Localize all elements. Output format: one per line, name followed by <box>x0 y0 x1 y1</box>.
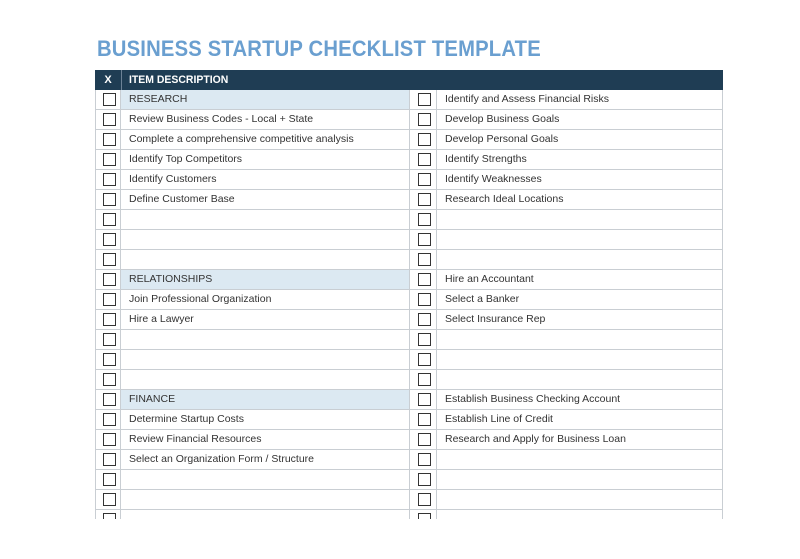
checkbox-cell <box>95 370 121 389</box>
item-text: Research and Apply for Business Loan <box>445 433 626 445</box>
section-heading <box>121 270 409 289</box>
checkbox[interactable] <box>418 273 431 286</box>
checkbox-cell <box>95 450 121 469</box>
checkbox-cell <box>95 90 121 109</box>
item-description <box>121 430 409 449</box>
table-row <box>95 150 723 170</box>
checkbox-cell <box>95 490 121 509</box>
item-description <box>121 310 409 329</box>
header-x: X <box>95 70 122 90</box>
checkbox[interactable] <box>418 373 431 386</box>
item-description <box>121 210 409 229</box>
checkbox[interactable] <box>103 93 116 106</box>
checkbox[interactable] <box>103 313 116 326</box>
checkbox[interactable] <box>418 113 431 126</box>
checkbox-cell <box>409 170 437 189</box>
item-text: Identify Strengths <box>445 153 527 165</box>
checkbox[interactable] <box>418 473 431 486</box>
item-text: FINANCE <box>129 393 176 405</box>
table-row <box>95 350 723 370</box>
checkbox[interactable] <box>418 93 431 106</box>
checkbox[interactable] <box>103 113 116 126</box>
checkbox-cell <box>409 90 437 109</box>
checkbox[interactable] <box>103 233 116 246</box>
checkbox-cell <box>95 350 121 369</box>
checkbox-cell <box>95 430 121 449</box>
item-description <box>437 250 723 269</box>
checkbox[interactable] <box>103 333 116 346</box>
checkbox-cell <box>409 410 437 429</box>
checkbox-cell <box>95 150 121 169</box>
table-row <box>95 410 723 430</box>
item-description <box>437 230 723 249</box>
item-text: Identify Weaknesses <box>445 173 542 185</box>
item-description <box>437 470 723 489</box>
item-description <box>121 190 409 209</box>
checkbox[interactable] <box>418 193 431 206</box>
checkbox-cell <box>409 430 437 449</box>
item-text: Review Business Codes - Local + State <box>129 113 314 125</box>
table-row <box>95 90 723 110</box>
checkbox-cell <box>95 270 121 289</box>
checkbox[interactable] <box>418 433 431 446</box>
item-text: Select a Banker <box>445 293 520 305</box>
item-description <box>437 170 723 189</box>
checkbox[interactable] <box>103 473 116 486</box>
checkbox[interactable] <box>418 493 431 506</box>
checkbox-cell <box>409 150 437 169</box>
item-description <box>437 450 723 469</box>
checkbox-cell <box>409 490 437 509</box>
item-description <box>121 510 409 519</box>
table-row <box>95 370 723 390</box>
item-text: Identify Customers <box>129 173 217 185</box>
table-row <box>95 170 723 190</box>
table-row <box>95 330 723 350</box>
checkbox[interactable] <box>418 213 431 226</box>
checkbox[interactable] <box>103 453 116 466</box>
table-row <box>95 490 723 510</box>
item-description <box>121 410 409 429</box>
item-description <box>437 350 723 369</box>
item-description <box>121 230 409 249</box>
item-description <box>437 310 723 329</box>
checkbox[interactable] <box>103 513 116 519</box>
table-header <box>95 70 723 90</box>
item-text: Hire an Accountant <box>445 273 534 285</box>
checkbox[interactable] <box>418 453 431 466</box>
item-description <box>121 150 409 169</box>
item-text: Review Financial Resources <box>129 433 262 445</box>
checkbox-cell <box>409 230 437 249</box>
item-text: Hire a Lawyer <box>129 313 194 325</box>
item-description <box>437 270 723 289</box>
checkbox[interactable] <box>418 133 431 146</box>
item-description <box>121 350 409 369</box>
checkbox[interactable] <box>103 393 116 406</box>
checkbox-cell <box>95 470 121 489</box>
table-row <box>95 270 723 290</box>
checkbox-cell <box>409 210 437 229</box>
item-text: Research Ideal Locations <box>445 193 564 205</box>
item-description <box>437 130 723 149</box>
checkbox-cell <box>95 210 121 229</box>
checkbox[interactable] <box>418 313 431 326</box>
item-description <box>437 390 723 409</box>
checkbox-cell <box>409 270 437 289</box>
checkbox-cell <box>409 310 437 329</box>
item-description <box>437 290 723 309</box>
item-description <box>437 430 723 449</box>
checkbox[interactable] <box>418 353 431 366</box>
item-text: Join Professional Organization <box>129 293 272 305</box>
page-title: BUSINESS STARTUP CHECKLIST TEMPLATE <box>97 36 541 61</box>
checkbox-cell <box>409 350 437 369</box>
checkbox[interactable] <box>103 273 116 286</box>
table-row <box>95 390 723 410</box>
table-row <box>95 110 723 130</box>
checkbox-cell <box>409 390 437 409</box>
item-description <box>437 410 723 429</box>
checkbox[interactable] <box>418 393 431 406</box>
item-description <box>437 90 723 109</box>
table-row <box>95 310 723 330</box>
item-text: Complete a comprehensive competitive analysis <box>129 133 354 145</box>
checkbox[interactable] <box>418 333 431 346</box>
section-heading <box>121 390 409 409</box>
checkbox-cell <box>95 390 121 409</box>
checkbox[interactable] <box>103 193 116 206</box>
table-row <box>95 470 723 490</box>
table-row <box>95 210 723 230</box>
item-text: Determine Startup Costs <box>129 413 244 425</box>
checkbox-cell <box>95 510 121 519</box>
checkbox[interactable] <box>103 133 116 146</box>
checkbox-cell <box>95 250 121 269</box>
checkbox-cell <box>95 170 121 189</box>
item-description <box>437 370 723 389</box>
checkbox-cell <box>95 110 121 129</box>
item-description <box>437 110 723 129</box>
item-text: Establish Line of Credit <box>445 413 553 425</box>
checkbox-cell <box>95 310 121 329</box>
item-description <box>121 330 409 349</box>
checkbox-cell <box>409 250 437 269</box>
checkbox-cell <box>409 470 437 489</box>
checkbox[interactable] <box>103 293 116 306</box>
checkbox-cell <box>409 190 437 209</box>
item-description <box>437 330 723 349</box>
checklist-rows <box>95 90 723 519</box>
table-row <box>95 290 723 310</box>
checkbox-cell <box>409 110 437 129</box>
checkbox-cell <box>409 450 437 469</box>
item-description <box>121 250 409 269</box>
checkbox[interactable] <box>103 353 116 366</box>
checkbox-cell <box>95 410 121 429</box>
table-row <box>95 130 723 150</box>
checkbox-cell <box>409 130 437 149</box>
checkbox[interactable] <box>103 153 116 166</box>
item-description <box>437 150 723 169</box>
item-text: Select an Organization Form / Structure <box>129 453 314 465</box>
item-description <box>121 490 409 509</box>
item-description <box>121 110 409 129</box>
checkbox[interactable] <box>418 293 431 306</box>
checkbox[interactable] <box>418 173 431 186</box>
item-description <box>121 170 409 189</box>
item-description <box>437 490 723 509</box>
checkbox-cell <box>95 230 121 249</box>
item-text: Identify and Assess Financial Risks <box>445 93 609 105</box>
item-description <box>121 450 409 469</box>
checkbox[interactable] <box>103 373 116 386</box>
item-text: RELATIONSHIPS <box>129 273 213 285</box>
item-text: Select Insurance Rep <box>445 313 546 325</box>
table-row <box>95 430 723 450</box>
item-text: Identify Top Competitors <box>129 153 243 165</box>
item-description <box>121 370 409 389</box>
table-row <box>95 230 723 250</box>
checkbox-cell <box>409 290 437 309</box>
table-row <box>95 190 723 210</box>
checkbox-cell <box>95 130 121 149</box>
table-row <box>95 510 723 519</box>
item-description <box>121 130 409 149</box>
checkbox[interactable] <box>103 433 116 446</box>
item-description <box>121 290 409 309</box>
checkbox-cell <box>95 290 121 309</box>
table-row <box>95 250 723 270</box>
checkbox[interactable] <box>103 173 116 186</box>
item-description <box>437 190 723 209</box>
item-text: RESEARCH <box>129 93 188 105</box>
checkbox[interactable] <box>418 153 431 166</box>
checklist-table <box>95 70 723 519</box>
item-description <box>121 470 409 489</box>
item-text: Establish Business Checking Account <box>445 393 621 405</box>
header-item-description: ITEM DESCRIPTION <box>129 74 229 86</box>
item-text: Define Customer Base <box>129 193 235 205</box>
checkbox[interactable] <box>418 253 431 266</box>
item-text: Develop Personal Goals <box>445 133 559 145</box>
checkbox-cell <box>409 330 437 349</box>
checkbox[interactable] <box>103 253 116 266</box>
checkbox[interactable] <box>418 233 431 246</box>
section-heading <box>121 90 409 109</box>
checkbox[interactable] <box>103 493 116 506</box>
item-description <box>437 210 723 229</box>
checkbox-cell <box>95 330 121 349</box>
table-row <box>95 450 723 470</box>
item-text: Develop Business Goals <box>445 113 560 125</box>
checkbox[interactable] <box>418 413 431 426</box>
checkbox-cell <box>95 190 121 209</box>
checkbox-cell <box>409 370 437 389</box>
checkbox[interactable] <box>103 413 116 426</box>
item-description <box>437 510 723 519</box>
checkbox[interactable] <box>103 213 116 226</box>
checkbox[interactable] <box>418 513 431 519</box>
checkbox-cell <box>409 510 437 519</box>
